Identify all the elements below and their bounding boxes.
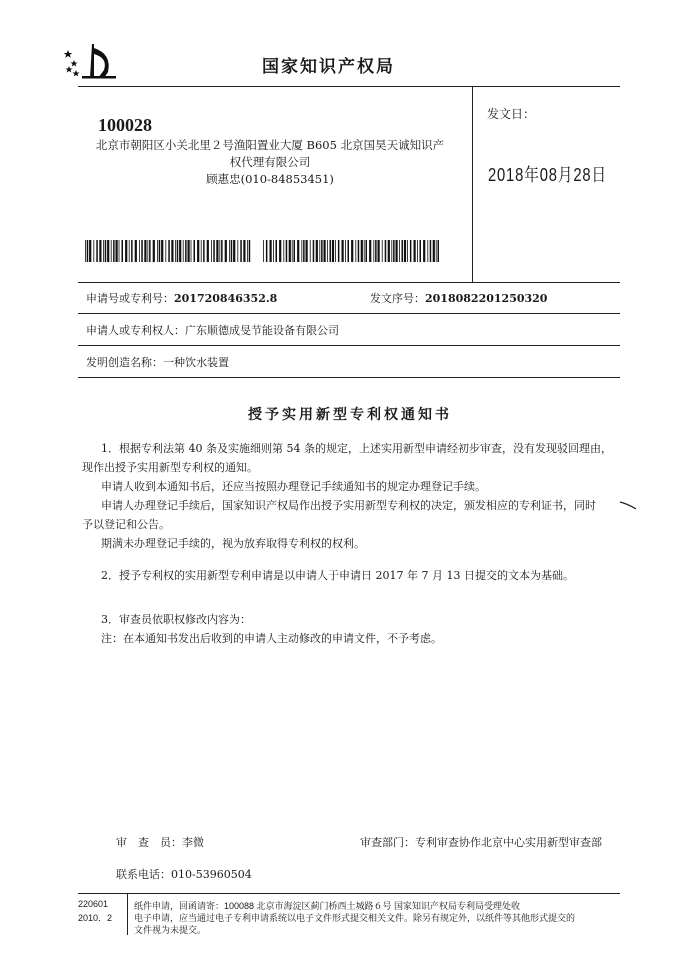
barcode-bar xyxy=(233,240,235,262)
barcode-bar xyxy=(364,240,365,262)
paragraph-1-line-3: 申请人收到本通知书后，还应当按照办理登记手续通知书的规定办理登记手续。 xyxy=(101,480,486,493)
barcode-bar xyxy=(310,240,311,262)
notice-title: 授予实用新型专利权通知书 xyxy=(248,407,452,423)
barcode-bar xyxy=(423,240,425,262)
barcode-bar xyxy=(301,240,302,262)
recipient-address xyxy=(90,137,450,188)
barcode-bar xyxy=(276,240,278,262)
barcode-bar xyxy=(213,240,215,262)
barcode-bar xyxy=(373,240,374,262)
examiner-field xyxy=(116,834,204,850)
barcode-bar xyxy=(243,240,245,262)
barcode-bar xyxy=(378,240,380,262)
box-divider-2 xyxy=(78,313,620,314)
barcode-bar xyxy=(430,240,432,262)
barcode-bar xyxy=(85,240,86,262)
barcode-bar xyxy=(89,240,91,262)
barcode-bar xyxy=(404,240,406,262)
barcode-bar xyxy=(351,240,353,262)
barcode-bar xyxy=(87,240,89,262)
form-code: 220601 xyxy=(78,899,109,909)
barcode-bar xyxy=(153,240,155,262)
barcode-bar xyxy=(417,240,418,262)
barcode-bar xyxy=(433,240,435,262)
examiner-name: 李微 xyxy=(182,836,204,849)
phone-value: 010-53960504 xyxy=(171,868,252,881)
barcode-bar xyxy=(103,240,104,262)
box-top-border xyxy=(78,86,620,87)
barcode-bar xyxy=(191,240,192,262)
barcode-bar xyxy=(159,240,161,262)
paragraph-1-line-6: 期满未办理登记手续的，视为放弃取得专利权的权利。 xyxy=(101,537,365,550)
handwritten-mark xyxy=(619,500,637,510)
paragraph-1-line-4: 申请人办理登记手续后，国家知识产权局作出授予实用新型专利权的决定，颁发相应的专利证书，同时 xyxy=(101,499,596,512)
barcode-bar xyxy=(179,240,181,262)
footer-line-1: 纸件申请，回函请寄：100088 北京市海淀区蓟门桥西土城路６号 国家知识产权局专利局受理处收 xyxy=(134,901,521,911)
barcode-bar xyxy=(345,240,346,262)
invention-label: 发明创造名称： xyxy=(86,356,163,369)
cnipa-logo xyxy=(64,42,120,80)
barcode-bar xyxy=(157,240,158,262)
barcode-bar xyxy=(321,240,323,262)
barcode-bar xyxy=(330,240,332,262)
barcode-bar xyxy=(141,240,143,262)
phone-field xyxy=(116,866,252,882)
barcode-bar xyxy=(219,240,220,262)
barcode-bar xyxy=(316,240,318,262)
barcode-bar xyxy=(131,240,133,262)
serial-number-label: 发文序号： xyxy=(370,292,425,305)
barcode-bar xyxy=(216,240,218,262)
recipient-postcode: 100028 xyxy=(98,115,152,135)
department-value: 专利审查协作北京中心实用新型审查部 xyxy=(415,836,602,849)
paragraph-3-note: 注：在本通知书发出后收到的申请人主动修改的申请文件，不予考虑。 xyxy=(101,632,442,645)
department-field xyxy=(360,834,602,850)
barcode-bar xyxy=(319,240,320,262)
barcode-bar xyxy=(105,240,107,262)
barcode-bar xyxy=(335,240,336,262)
barcode-bar xyxy=(113,240,115,262)
application-number-value: 201720846352.8 xyxy=(174,292,278,305)
barcode-bar xyxy=(355,240,356,262)
barcode-bar xyxy=(361,240,363,262)
barcode-bar xyxy=(229,240,230,262)
barcode-bar xyxy=(194,240,196,262)
barcode-bar xyxy=(292,240,293,262)
barcode-left xyxy=(85,240,251,262)
barcode-bar xyxy=(135,240,137,262)
barcode-bar xyxy=(313,240,315,262)
barcode-bar xyxy=(266,240,268,262)
barcode-bar xyxy=(177,240,179,262)
barcode-bar xyxy=(197,240,199,262)
barcode-bar xyxy=(188,240,190,262)
sent-date-separator xyxy=(472,86,473,282)
phone-label: 联系电话： xyxy=(116,868,171,881)
box-divider-4 xyxy=(78,377,620,378)
barcode-bar xyxy=(240,240,242,262)
barcode-bar xyxy=(122,240,124,262)
barcode-bar xyxy=(338,240,340,262)
barcode-bar xyxy=(342,240,344,262)
barcode-bar xyxy=(161,240,163,262)
barcode-bar xyxy=(324,240,326,262)
barcode-bar xyxy=(165,240,166,262)
paragraph-1-line-1: 1．根据专利法第 40 条及实施细则第 54 条的规定，上述实用新型申请经初步审查，没有发现驳回理由， xyxy=(101,442,612,455)
barcode-bar xyxy=(263,240,264,262)
applicant-field xyxy=(86,322,339,338)
office-title: 国家知识产权局 xyxy=(262,57,395,77)
barcode-bar xyxy=(183,240,184,262)
barcode-bar xyxy=(332,240,334,262)
barcode-bar xyxy=(436,240,437,262)
barcode-bar xyxy=(348,240,350,262)
barcode-bar xyxy=(283,240,284,262)
barcode-bar xyxy=(393,240,395,262)
sent-date-value: 2018年08月28日 xyxy=(488,165,607,185)
examiner-label: 审 查 员： xyxy=(116,836,182,849)
footer-line-2: 电子申请，应当通过电子专利申请系统以电子文件形式提交相关文件。除另有规定外，以纸件等其他形式提交的 xyxy=(134,913,576,923)
barcode-bar xyxy=(382,240,383,262)
barcode-bar xyxy=(402,240,404,262)
barcode-bar xyxy=(207,240,209,262)
barcode-bar xyxy=(286,240,288,262)
barcode-bar xyxy=(294,240,296,262)
barcode-bar xyxy=(407,240,408,262)
barcode-bar xyxy=(358,240,360,262)
box-divider-3 xyxy=(78,345,620,346)
barcode-bar xyxy=(221,240,223,262)
barcode-bar xyxy=(303,240,305,262)
footer-rule xyxy=(78,893,620,894)
barcode-bar xyxy=(369,240,371,262)
barcode-bar xyxy=(385,240,387,262)
barcode-bar xyxy=(237,240,238,262)
barcode-bar xyxy=(111,240,112,262)
paragraph-2: 2．授予专利权的实用新型专利申请是以申请人于申请日 2017 年 7 月 13 日提交的文本为基础。 xyxy=(101,569,574,582)
barcode-bar xyxy=(147,240,148,262)
barcode-bar xyxy=(279,240,281,262)
box-divider-1 xyxy=(78,282,620,283)
barcode-bar xyxy=(327,240,328,262)
barcode-bar xyxy=(247,240,248,262)
barcode-bar xyxy=(119,240,120,262)
barcode-bar xyxy=(201,240,202,262)
paragraph-1-line-2: 现作出授予实用新型专利权的通知。 xyxy=(82,461,258,474)
barcode-bar xyxy=(93,240,94,262)
recipient-contact: 顾惠忠(010-84853451) xyxy=(206,172,334,186)
barcode-bar xyxy=(211,240,212,262)
barcode-bar xyxy=(420,240,422,262)
footer-line-3: 文件视为未提交。 xyxy=(134,925,207,935)
barcode-bar xyxy=(231,240,233,262)
barcode-bar xyxy=(96,240,98,262)
sent-date-label: 发文日： xyxy=(487,107,536,121)
application-number-field xyxy=(86,290,277,306)
barcode-bar xyxy=(185,240,187,262)
barcode-bar xyxy=(297,240,299,262)
barcode-bar xyxy=(175,240,176,262)
address-line-1: 北京市朝阳区小关北里２号渔阳置业大厦 B605 北京国昊天诚知识产 xyxy=(95,138,445,152)
invention-value: 一种饮水装置 xyxy=(163,356,229,369)
barcode-bar xyxy=(225,240,227,262)
barcode-bar xyxy=(249,240,251,262)
barcode-bar xyxy=(414,240,416,262)
barcode-bar xyxy=(410,240,412,262)
barcode-bar xyxy=(289,240,291,262)
barcode-bar xyxy=(125,240,127,262)
address-line-2: 权代理有限公司 xyxy=(229,155,311,169)
barcode-bar xyxy=(139,240,140,262)
barcode-bar xyxy=(438,240,440,262)
applicant-value: 广东顺德成旻节能设备有限公司 xyxy=(185,324,339,337)
serial-number-value: 2018082201250320 xyxy=(425,292,548,305)
barcode-bar xyxy=(366,240,368,262)
barcode-bar xyxy=(116,240,118,262)
invention-field xyxy=(86,354,229,370)
paragraph-3-line-1: 3．审查员依职权修改内容为： xyxy=(101,613,251,626)
barcode-bar xyxy=(168,240,170,262)
department-label: 审查部门： xyxy=(360,836,415,849)
barcode-bar xyxy=(149,240,151,262)
application-number-label: 申请号或专利号： xyxy=(86,292,174,305)
barcode-bar xyxy=(99,240,101,262)
serial-number-field xyxy=(370,290,547,306)
barcode-bar xyxy=(427,240,428,262)
barcode-bar xyxy=(144,240,146,262)
barcode-bar xyxy=(270,240,272,262)
barcode-bar xyxy=(273,240,274,262)
form-version: 2010．2 xyxy=(78,913,113,923)
barcode-bar xyxy=(391,240,392,262)
barcode-bar xyxy=(375,240,377,262)
barcode-bar xyxy=(388,240,390,262)
applicant-label: 申请人或专利权人： xyxy=(86,324,185,337)
barcode-bar xyxy=(306,240,308,262)
barcode-bar xyxy=(396,240,398,262)
barcode-bar xyxy=(399,240,400,262)
barcode-bar xyxy=(203,240,205,262)
barcode-bar xyxy=(171,240,173,262)
footer-separator xyxy=(127,893,128,935)
barcode-bar xyxy=(107,240,109,262)
paragraph-1-line-5: 予以登记和公告。 xyxy=(82,518,170,531)
barcode-bar xyxy=(129,240,130,262)
barcode-right xyxy=(263,240,443,262)
